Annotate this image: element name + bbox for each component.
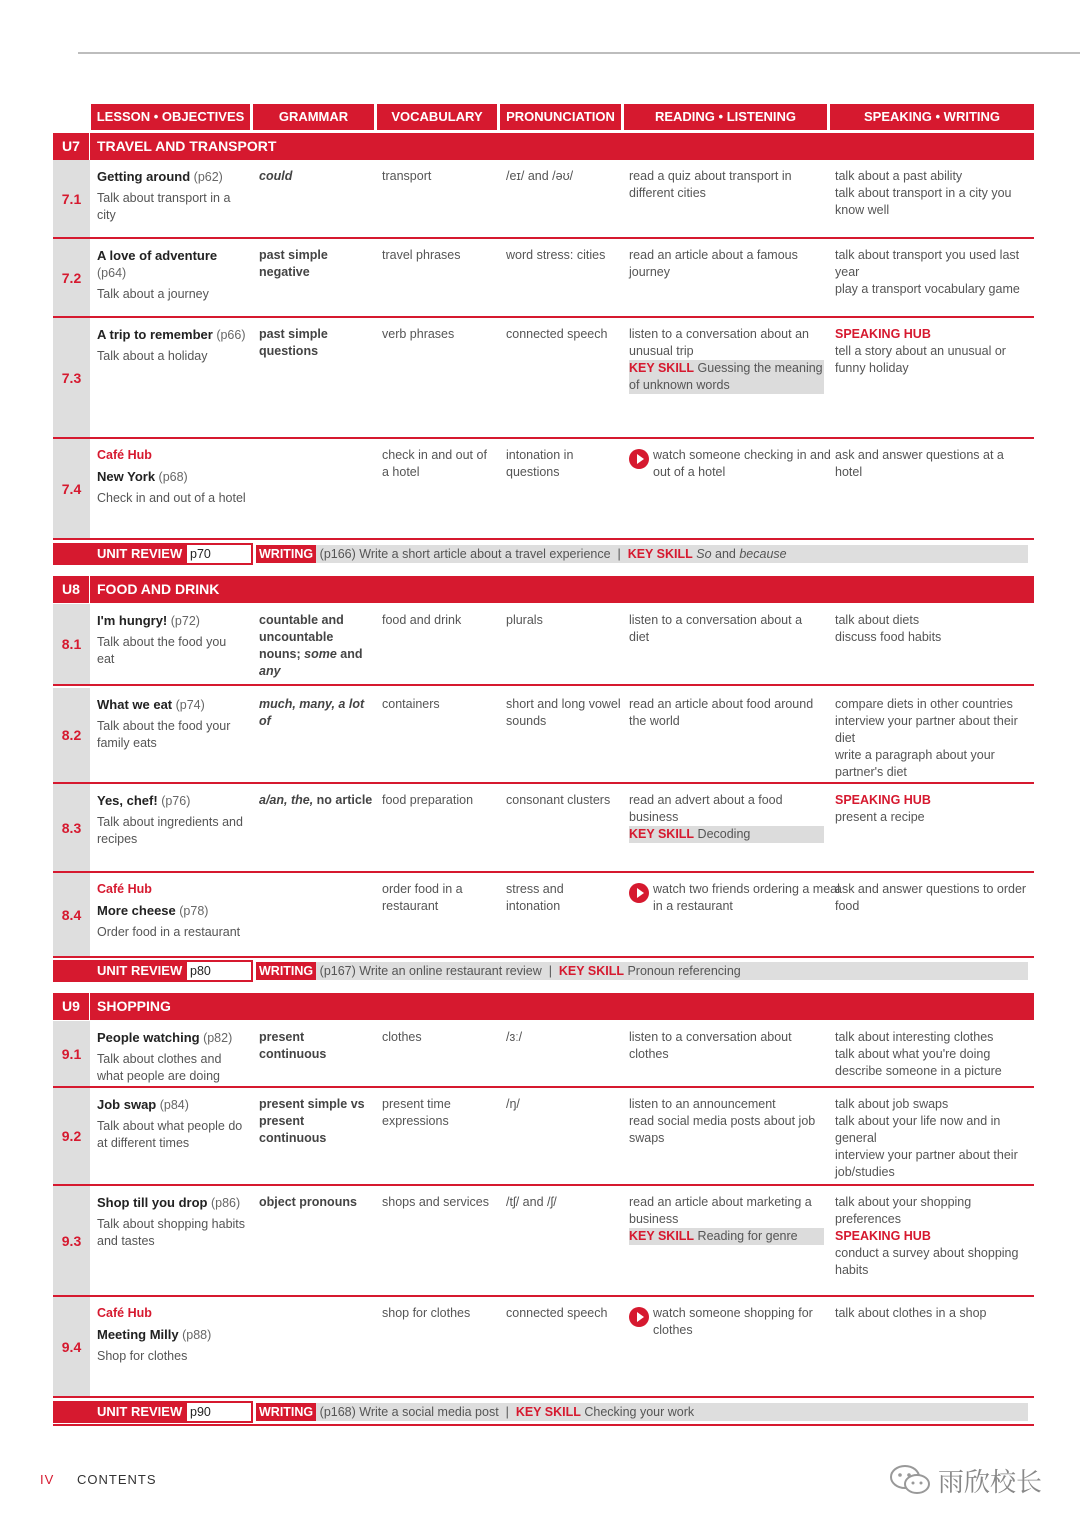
lesson-objective: Talk about a journey — [97, 287, 209, 301]
key-skill-text: Reading for genre — [697, 1229, 798, 1243]
lesson-objective: Talk about clothes and what people are doing — [97, 1052, 222, 1083]
cafe-hub-label: Café Hub — [97, 1306, 152, 1320]
reading-listening: read an advert about a food business — [629, 793, 783, 824]
reading-listening: watch someone checking in and out of a hotel — [653, 448, 831, 479]
header-lesson: LESSON • OBJECTIVES — [91, 104, 250, 130]
unit-bar-u7 — [53, 133, 1034, 160]
vocabulary: food preparation — [382, 793, 474, 807]
writing-label: WRITING — [256, 962, 316, 980]
grammar: present continuous — [259, 1030, 327, 1061]
writing-text: (p167) Write an online restaurant review | — [319, 964, 559, 978]
lesson-row-9-2 — [53, 1088, 1034, 1186]
speaking-hub-label: SPEAKING HUB — [835, 793, 931, 807]
pronunciation: /eɪ/ and /əʊ/ — [506, 169, 574, 183]
unit-title: SHOPPING — [97, 998, 171, 1014]
speaking-hub-label: SPEAKING HUB — [835, 1229, 931, 1243]
vocabulary: check in and out of a hotel — [382, 448, 487, 479]
play-video-icon[interactable] — [629, 1307, 649, 1327]
key-skill-text: Guessing the meaning of unknown words — [629, 361, 823, 392]
lesson-title: Job swap — [97, 1097, 157, 1112]
lesson-row-8-2 — [53, 688, 1034, 784]
header-reading-listening: READING • LISTENING — [624, 104, 827, 130]
key-skill-a: So — [696, 547, 712, 561]
key-skill-text: Pronoun referencing — [627, 964, 741, 978]
unit-review-page: p80 — [187, 962, 251, 980]
pronunciation: stress and intonation — [506, 882, 564, 913]
cafe-hub-label: Café Hub — [97, 448, 152, 462]
pronunciation: /tʃ/ and /ʃ/ — [506, 1195, 557, 1209]
play-video-icon[interactable] — [629, 449, 649, 469]
watermark-text: 雨欣校长 — [938, 1467, 1043, 1498]
lesson-page: (p86) — [210, 1196, 241, 1210]
key-skill-label: KEY SKILL — [558, 964, 624, 978]
lesson-objective: Talk about shopping habits and tastes — [97, 1217, 246, 1248]
pronunciation: word stress: cities — [506, 248, 606, 262]
grammar-4: any — [259, 664, 281, 678]
unit-review-u7 — [53, 543, 1034, 565]
key-skill-c: because — [739, 547, 787, 561]
lesson-title: A love of adventure — [97, 248, 218, 263]
vocabulary: travel phrases — [382, 248, 461, 262]
speaking-writing: talk about job swaps talk about your life now and in general interview your partner about their job/studies — [835, 1097, 1018, 1179]
vocabulary: present time expressions — [382, 1097, 451, 1128]
key-skill-text: Checking your work — [584, 1405, 695, 1419]
header-speaking-writing: SPEAKING • WRITING — [830, 104, 1034, 130]
unit-review-page: p70 — [187, 545, 251, 563]
grammar: much, many, a lot of — [259, 697, 365, 728]
pronunciation: connected speech — [506, 1306, 608, 1320]
lesson-title: Shop till you drop — [97, 1195, 208, 1210]
writing-strip — [256, 545, 1028, 563]
unit-title: FOOD AND DRINK — [97, 581, 220, 597]
speaking-writing: talk about transport you used last year play a transport vocabulary game — [835, 248, 1020, 296]
header-vocabulary: VOCABULARY — [377, 104, 497, 130]
writing-label: WRITING — [256, 545, 316, 563]
key-skill-label: KEY SKILL — [515, 1405, 581, 1419]
lesson-row-9-4 — [53, 1297, 1034, 1398]
reading-listening: listen to a conversation about an unusual trip — [629, 327, 809, 358]
lesson-row-7-4 — [53, 439, 1034, 540]
speaking-hub-label: SPEAKING HUB — [835, 327, 931, 341]
pronunciation: short and long vowel sounds — [506, 697, 621, 728]
lesson-title: What we eat — [97, 697, 173, 712]
grammar-1: countable and uncountable nouns; — [259, 613, 344, 661]
key-skill-text: Decoding — [697, 827, 751, 841]
lesson-number: 7.1 — [53, 160, 90, 237]
reading-listening: watch two friends ordering a meal in a restaurant — [653, 882, 840, 913]
lesson-page: (p82) — [203, 1031, 233, 1045]
grammar: present simple vs present continuous — [259, 1097, 365, 1145]
vocabulary: order food in a restaurant — [382, 882, 463, 913]
lesson-title: Yes, chef! — [97, 793, 158, 808]
pronunciation: connected speech — [506, 327, 608, 341]
lesson-title: New York — [97, 469, 156, 484]
lesson-page: (p66) — [216, 328, 246, 342]
lesson-title: I'm hungry! — [97, 613, 168, 628]
lesson-number: 9.2 — [53, 1088, 90, 1184]
pronunciation: intonation in questions — [506, 448, 574, 479]
speaking-writing-1: talk about your shopping preferences — [835, 1195, 972, 1226]
grammar-2: no article — [316, 793, 373, 807]
unit-bar-u9 — [53, 993, 1034, 1020]
reading-listening: read an article about food around the world — [629, 697, 814, 728]
key-skill-box — [629, 826, 824, 843]
lesson-number: 7.4 — [53, 439, 90, 538]
vocabulary: transport — [382, 169, 432, 183]
key-skill-label: KEY SKILL — [627, 547, 693, 561]
writing-strip — [256, 962, 1028, 980]
lesson-objective: Check in and out of a hotel — [97, 491, 246, 505]
lesson-row-9-3 — [53, 1186, 1034, 1297]
header-pronunciation: PRONUNCIATION — [500, 104, 621, 130]
grammar: could — [259, 169, 293, 183]
lesson-number: 7.2 — [53, 239, 90, 316]
lesson-title: Meeting Milly — [97, 1327, 179, 1342]
key-skill-box — [629, 360, 824, 394]
vocabulary: clothes — [382, 1030, 422, 1044]
section-title: CONTENTS — [77, 1472, 157, 1487]
lesson-page: (p72) — [170, 614, 200, 628]
header-grammar: GRAMMAR — [253, 104, 374, 130]
watermark — [888, 1462, 1042, 1498]
grammar-1: a/an, the, — [259, 793, 314, 807]
page-number: IV — [40, 1472, 55, 1487]
lesson-row-8-3 — [53, 784, 1034, 873]
grammar-3: and — [340, 647, 363, 661]
lesson-number: 8.2 — [53, 688, 90, 782]
unit-review-u9 — [53, 1401, 1034, 1423]
lesson-row-8-1 — [53, 604, 1034, 686]
lesson-number: 8.4 — [53, 873, 90, 956]
unit-title: TRAVEL AND TRANSPORT — [97, 138, 277, 154]
speaking-writing: ask and answer questions to order food — [835, 882, 1027, 913]
pronunciation: /ŋ/ — [506, 1097, 520, 1111]
speaking-writing: talk about a past ability talk about transport in a city you know well — [835, 169, 1012, 217]
unit-review-u8 — [53, 960, 1034, 982]
vocabulary: containers — [382, 697, 440, 711]
lesson-page: (p68) — [158, 470, 188, 484]
speaking-writing: talk about interesting clothes talk about what you're doing describe someone in a picture — [835, 1030, 1002, 1078]
reading-listening: read a quiz about transport in different cities — [629, 169, 792, 200]
pronunciation: plurals — [506, 613, 543, 627]
lesson-row-7-3 — [53, 318, 1034, 439]
unit-review-label: UNIT REVIEW — [97, 1404, 183, 1419]
lesson-number: 7.3 — [53, 318, 90, 437]
reading-listening: read an article about a famous journey — [629, 248, 798, 279]
grammar: past simple negative — [259, 248, 328, 279]
reading-listening: listen to a conversation about a diet — [629, 613, 803, 644]
lesson-title: A trip to remember — [97, 327, 213, 342]
bottom-rule — [53, 1424, 1034, 1426]
key-skill-box — [629, 1228, 824, 1245]
writing-label: WRITING — [256, 1403, 316, 1421]
lesson-objective: Talk about transport in a city — [97, 191, 231, 222]
unit-review-label: UNIT REVIEW — [97, 546, 183, 561]
lesson-page: (p62) — [193, 170, 223, 184]
lesson-number: 8.1 — [53, 604, 90, 684]
unit-code: U7 — [53, 133, 90, 160]
lesson-objective: Order food in a restaurant — [97, 925, 241, 939]
unit-bar-u8 — [53, 576, 1034, 603]
key-skill-label: KEY SKILL — [629, 827, 695, 841]
writing-text: (p166) Write a short article about a travel experience | — [319, 547, 628, 561]
lesson-page: (p76) — [161, 794, 191, 808]
writing-strip — [256, 1403, 1028, 1421]
vocabulary: food and drink — [382, 613, 462, 627]
lesson-title: Getting around — [97, 169, 191, 184]
lesson-objective: Talk about the food your family eats — [97, 719, 231, 750]
grammar: object pronouns — [259, 1195, 357, 1209]
reading-listening: listen to an announcement read social media posts about job swaps — [629, 1097, 816, 1145]
unit-code: U8 — [53, 576, 90, 603]
lesson-objective: Talk about the food you eat — [97, 635, 227, 666]
lesson-row-7-2 — [53, 239, 1034, 318]
cafe-hub-label: Café Hub — [97, 882, 152, 896]
top-rule — [78, 52, 1080, 54]
reading-listening: listen to a conversation about clothes — [629, 1030, 792, 1061]
lesson-objective: Talk about what people do at different times — [97, 1119, 243, 1150]
vocabulary: shops and services — [382, 1195, 490, 1209]
lesson-row-8-4 — [53, 873, 1034, 958]
speaking-writing: tell a story about an unusual or funny holiday — [835, 344, 1006, 375]
lesson-page: (p88) — [182, 1328, 212, 1342]
lesson-page: (p64) — [97, 266, 127, 280]
speaking-writing: present a recipe — [835, 810, 925, 824]
key-skill-label: KEY SKILL — [629, 1229, 695, 1243]
pronunciation: consonant clusters — [506, 793, 611, 807]
lesson-number: 8.3 — [53, 784, 90, 871]
vocabulary: verb phrases — [382, 327, 455, 341]
lesson-objective: Talk about a holiday — [97, 349, 208, 363]
lesson-row-7-1 — [53, 160, 1034, 239]
wechat-icon — [888, 1463, 932, 1497]
lesson-page: (p84) — [159, 1098, 189, 1112]
reading-listening: read an article about marketing a business — [629, 1195, 812, 1226]
lesson-number: 9.4 — [53, 1297, 90, 1396]
pronunciation: /ɜː/ — [506, 1030, 523, 1044]
grammar-2: some — [304, 647, 337, 661]
key-skill-label: KEY SKILL — [629, 361, 695, 375]
key-skill-b: and — [711, 547, 740, 561]
unit-code: U9 — [53, 993, 90, 1020]
reading-listening: watch someone shopping for clothes — [653, 1306, 813, 1337]
speaking-writing: compare diets in other countries interview your partner about their diet write a paragraph about your partner's diet — [835, 697, 1018, 779]
lesson-title: People watching — [97, 1030, 200, 1045]
unit-review-page: p90 — [187, 1403, 251, 1421]
vocabulary: shop for clothes — [382, 1306, 471, 1320]
play-video-icon[interactable] — [629, 883, 649, 903]
speaking-writing: talk about clothes in a shop — [835, 1306, 987, 1320]
lesson-title: More cheese — [97, 903, 176, 918]
unit-review-label: UNIT REVIEW — [97, 963, 183, 978]
lesson-objective: Shop for clothes — [97, 1349, 188, 1363]
writing-text: (p168) Write a social media post | — [319, 1405, 516, 1419]
lesson-page: (p74) — [175, 698, 205, 712]
lesson-number: 9.3 — [53, 1186, 90, 1295]
lesson-row-9-1 — [53, 1021, 1034, 1088]
grammar: past simple questions — [259, 327, 328, 358]
lesson-objective: Talk about ingredients and recipes — [97, 815, 243, 846]
lesson-page: (p78) — [179, 904, 209, 918]
speaking-writing: talk about diets discuss food habits — [835, 613, 942, 644]
speaking-writing: ask and answer questions at a hotel — [835, 448, 1004, 479]
lesson-number: 9.1 — [53, 1021, 90, 1086]
speaking-writing: conduct a survey about shopping habits — [835, 1246, 1019, 1277]
